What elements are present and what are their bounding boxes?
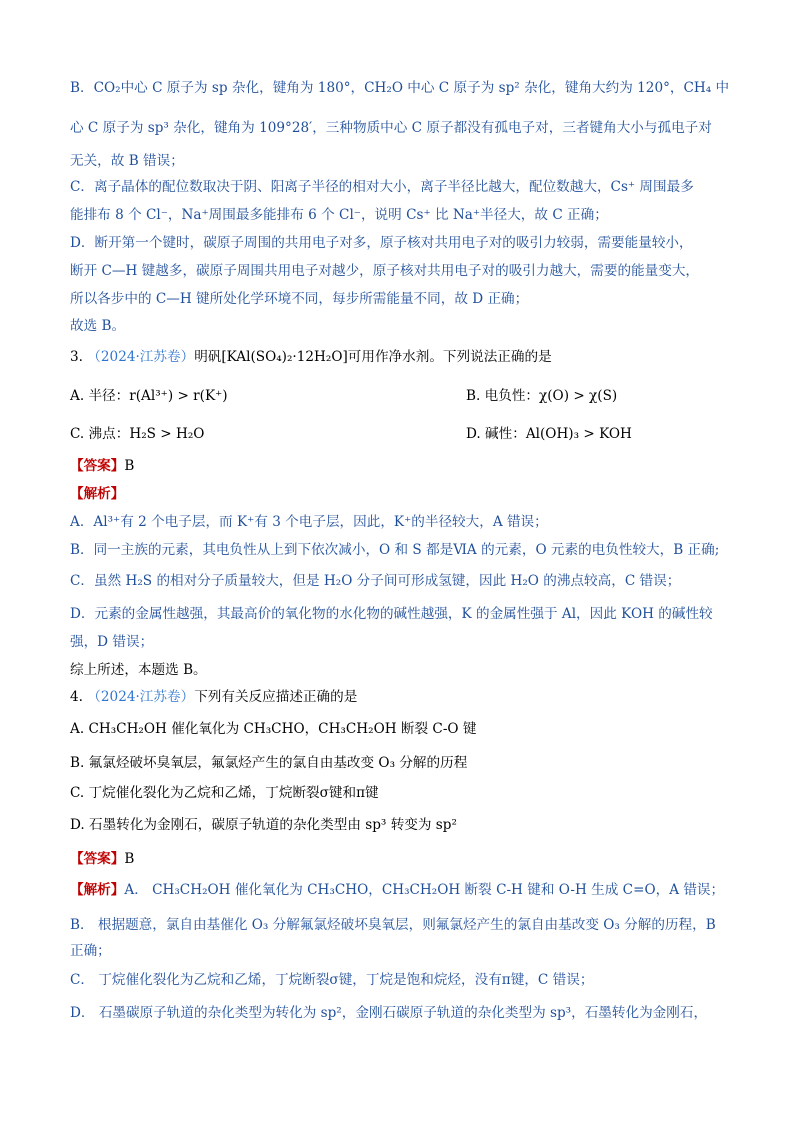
text-segment: （2024·江苏卷） [87, 689, 195, 705]
text-segment: 所以各步中的 C—H 键所处化学环境不同，每步所需能量不同，故 D 正确； [70, 291, 529, 307]
option-right: D. 碱性：Al(OH)₃ > KOH [466, 426, 632, 442]
text-segment: B．同一主族的元素，其电负性从上到下依次减小，O 和 S 都是ⅥA 的元素，O 元素的电负性较大，B 正确; [70, 542, 720, 558]
text-line-l31 [70, 1003, 730, 1023]
text-segment: D．断开第一个键时，碳原子周围的共用电子对多，原子核对共用电子对的吸引力较弱，需要能量较小， [70, 235, 693, 251]
text-segment: A. CH₃CH₂OH 催化氧化为 CH₃CHO，CH₃CH₂OH 断裂 C-O 键 [70, 721, 477, 737]
text-line-l28 [70, 915, 730, 935]
text-segment: B [124, 851, 135, 867]
text-segment: 无关，故 B 错误； [70, 153, 184, 169]
text-line-l16 [70, 540, 730, 560]
text-segment: 能排布 8 个 Cl⁻，Na⁺周围最多能排布 6 个 Cl⁻，说明 Cs⁺ 比 Na⁺半径大，故 C 正确； [70, 207, 608, 223]
text-segment: （2024·江苏卷） [87, 349, 195, 365]
text-segment: C． 丁烷催化裂化为乙烷和乙烯，丁烷断裂σ键，丁烷是饱和烷烃，没有π键，C 错误； [70, 972, 594, 988]
text-segment: 故选 B。 [70, 318, 126, 334]
text-segment: D．元素的金属性越强，其最高价的氧化物的水化物的碱性越强，K 的金属性强于 Al，因此 KOH 的碱性较 [70, 606, 713, 622]
text-segment: A． CH₃CH₂OH 催化氧化为 CH₃CHO，CH₃CH₂OH 断裂 C-H 键和 O-H 生成 C=O，A 错误； [124, 882, 725, 898]
text-segment: A．Al³⁺有 2 个电子层，而 K⁺有 3 个电子层，因此，K⁺的半径较大，A 错误； [70, 514, 548, 530]
text-line-l12 [70, 424, 730, 444]
text-segment: C. 沸点：H₂S > H₂O [70, 426, 205, 442]
text-line-l8 [70, 289, 730, 309]
text-line-l21 [70, 687, 730, 707]
text-line-l7 [70, 261, 730, 281]
text-line-l26 [70, 849, 730, 869]
text-segment: A. 半径：r(Al³⁺) > r(K⁺) [70, 388, 228, 404]
text-segment: 断开 C—H 键越多，碳原子周围共用电子对越少，原子核对共用电子对的吸引力越大，需要的能量变大， [70, 263, 700, 279]
text-segment: B． 根据题意，氯自由基催化 O₃ 分解氟氯烃破坏臭氧层，则氟氯烃产生的氯自由基改变 O₃ 分解的历程，B [70, 917, 716, 933]
text-line-l29 [70, 941, 730, 961]
text-segment: 正确； [70, 943, 111, 959]
text-line-l25 [70, 815, 730, 835]
text-segment: B [124, 458, 135, 474]
text-segment: 3. [70, 349, 88, 365]
text-line-l1 [70, 78, 730, 98]
option-right: B. 电负性：χ(O) > χ(S) [466, 388, 618, 404]
text-line-l2 [70, 118, 730, 138]
text-line-l20 [70, 660, 730, 680]
text-line-l13 [70, 456, 730, 476]
text-segment: 【答案】 [70, 851, 125, 867]
text-line-l5 [70, 205, 730, 225]
text-line-l3 [70, 151, 730, 171]
text-segment: D. 石墨转化为金刚石，碳原子轨道的杂化类型由 sp³ 转变为 sp² [70, 817, 457, 833]
text-segment: C．离子晶体的配位数取决于阴、阳离子半径的相对大小，离子半径比越大，配位数越大，Cs⁺ 周围最多 [70, 179, 694, 195]
text-line-l19 [70, 632, 730, 652]
text-segment: 【解析】 [70, 486, 125, 502]
text-segment: B．CO₂中心 C 原子为 sp 杂化，键角为 180°，CH₂O 中心 C 原子为 sp² 杂化，键角大约为 120°，CH₄ 中 [70, 80, 730, 96]
text-line-l24 [70, 783, 730, 803]
text-line-l22 [70, 719, 730, 739]
text-segment: C．虽然 H₂S 的相对分子质量较大，但是 H₂O 分子间可形成氢键，因此 H₂O 的沸点较高，C 错误； [70, 573, 681, 589]
text-segment: 明矾[KAl(SO₄)₂·12H₂O]可用作净水剂。下列说法正确的是 [194, 349, 552, 365]
text-segment: 【答案】 [70, 458, 125, 474]
text-segment: B. 氟氯烃破坏臭氧层，氟氯烃产生的氯自由基改变 O₃ 分解的历程 [70, 755, 468, 771]
text-line-l18 [70, 604, 730, 624]
text-segment: 4. [70, 689, 88, 705]
text-line-l9 [70, 316, 730, 336]
text-segment: 【解析】 [70, 882, 125, 898]
text-segment: 强，D 错误； [70, 634, 154, 650]
text-segment: 下列有关反应描述正确的是 [194, 689, 358, 705]
text-line-l23 [70, 753, 730, 773]
text-line-l27 [70, 880, 730, 900]
text-line-l17 [70, 571, 730, 591]
text-line-l15 [70, 512, 730, 532]
text-segment: C. 丁烷催化裂化为乙烷和乙烯，丁烷断裂σ键和π键 [70, 785, 379, 801]
text-line-l11 [70, 386, 730, 406]
text-segment: 综上所述，本题选 B。 [70, 662, 207, 678]
text-line-l10 [70, 347, 730, 367]
text-line-l30 [70, 970, 730, 990]
text-line-l4 [70, 177, 730, 197]
text-segment: D． 石墨碳原子轨道的杂化类型为转化为 sp²，金刚石碳原子轨道的杂化类型为 sp³，石墨转化为金刚石， [70, 1005, 708, 1021]
text-line-l6 [70, 233, 730, 253]
text-segment: 心 C 原子为 sp³ 杂化，键角为 109°28′，三种物质中心 C 原子都没有孤电子对，三者键角大小与孤电子对 [70, 120, 712, 136]
text-line-l14 [70, 484, 730, 504]
